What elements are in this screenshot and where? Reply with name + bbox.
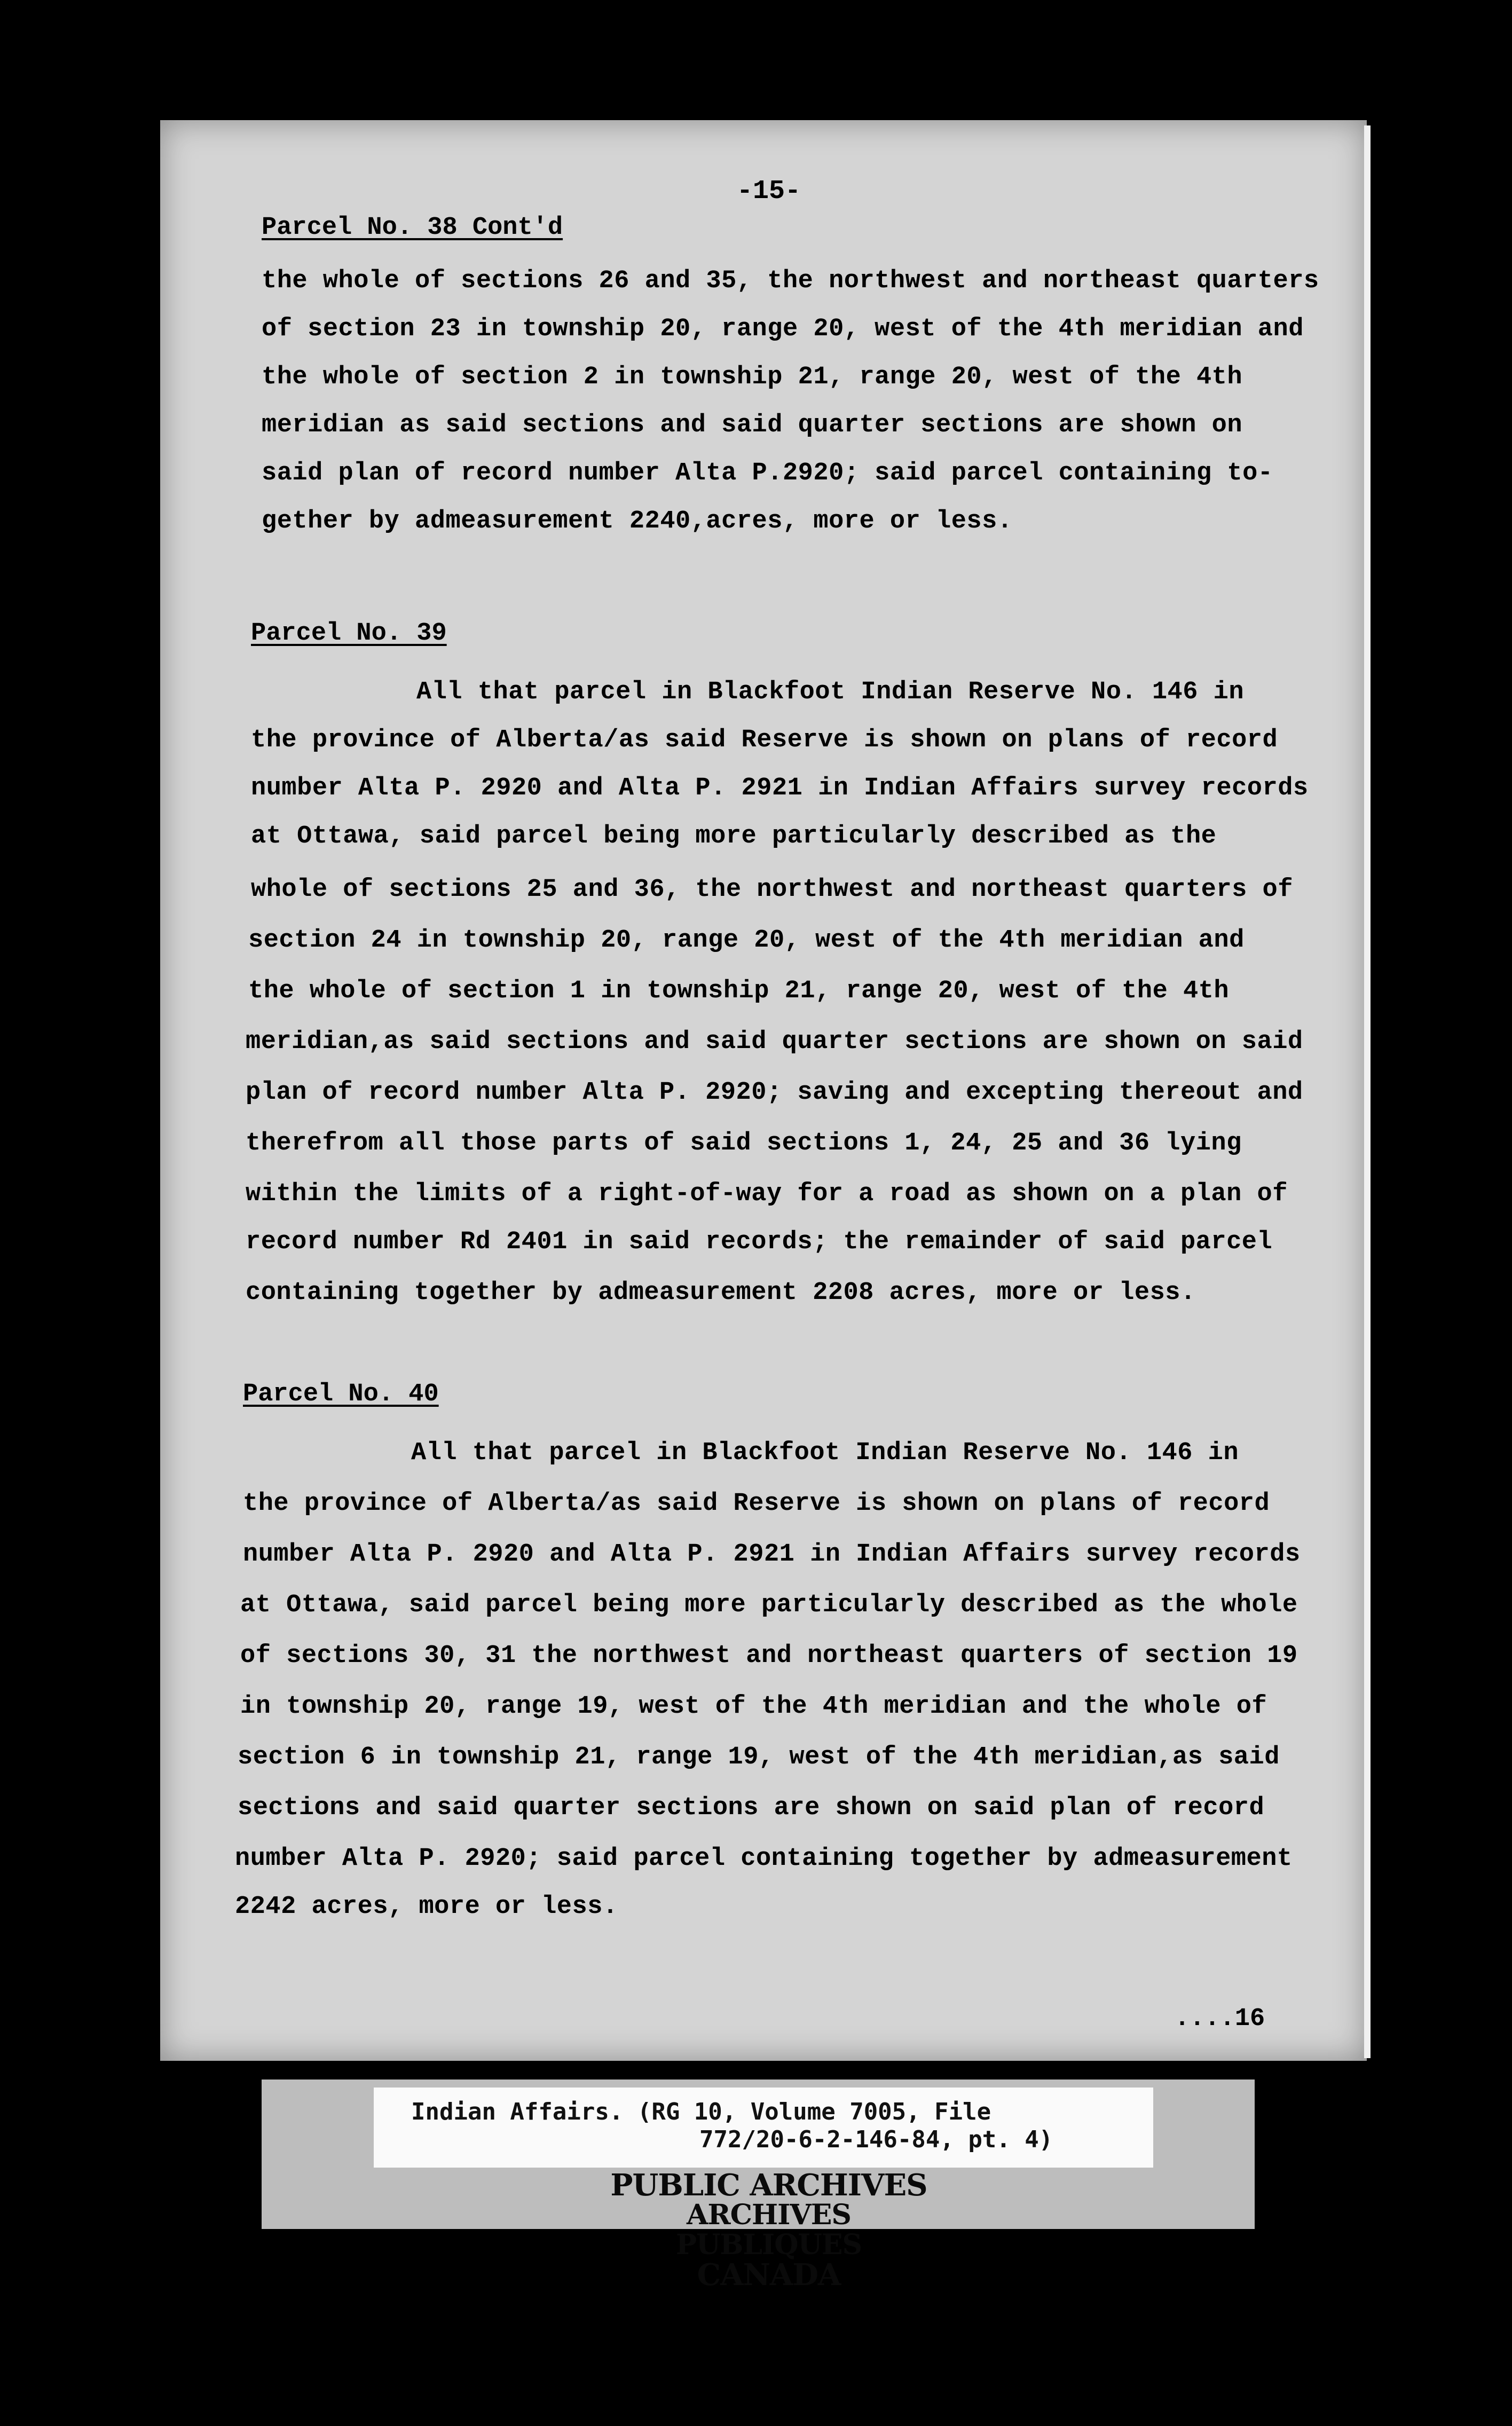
parcel-39-line: number Alta P. 2920 and Alta P. 2921 in Indian Affairs survey records xyxy=(251,774,1309,802)
continuation-marker: ....16 xyxy=(1175,2005,1265,2033)
page-number: -15- xyxy=(737,176,801,207)
parcel-40-line: All that parcel in Blackfoot Indian Reserve No. 146 in xyxy=(411,1439,1239,1467)
parcel-38-heading: Parcel No. 38 Cont'd xyxy=(262,214,563,242)
parcel-39-line: meridian,as said sections and said quarter sections are shown on said xyxy=(246,1028,1303,1056)
parcel-38-line: gether by admeasurement 2240,acres, more or less. xyxy=(262,507,1013,535)
parcel-39-line: record number Rd 2401 in said records; the remainder of said parcel xyxy=(246,1228,1273,1256)
parcel-40-line: section 6 in township 21, range 19, west of the 4th meridian,as said xyxy=(238,1743,1280,1771)
parcel-38-line: the whole of sections 26 and 35, the northwest and northeast quarters xyxy=(262,267,1319,295)
parcel-40-line: 2242 acres, more or less. xyxy=(235,1893,618,1921)
parcel-38-line: said plan of record number Alta P.2920; said parcel containing to- xyxy=(262,459,1273,487)
archive-reference-label xyxy=(374,2088,1153,2168)
parcel-39-line: therefrom all those parts of said sections 1, 24, 25 and 36 lying xyxy=(246,1129,1242,1157)
parcel-40-line: number Alta P. 2920; said parcel containing together by admeasurement xyxy=(235,1845,1293,1873)
parcel-39-line: the whole of section 1 in township 21, range 20, west of the 4th xyxy=(248,977,1230,1005)
parcel-38-line: the whole of section 2 in township 21, range 20, west of the 4th xyxy=(262,363,1243,391)
archive-reference-line-2: 772/20-6-2-146-84, pt. 4) xyxy=(699,2126,1053,2153)
parcel-40-line: in township 20, range 19, west of the 4th meridian and the whole of xyxy=(240,1692,1267,1721)
parcel-39-line: whole of sections 25 and 36, the northwest and northeast quarters of xyxy=(251,876,1293,904)
parcel-39-line: within the limits of a right-of-way for a road as shown on a plan of xyxy=(246,1180,1288,1208)
parcel-39-line: All that parcel in Blackfoot Indian Reserve No. 146 in xyxy=(416,678,1245,706)
parcel-39-heading: Parcel No. 39 xyxy=(251,619,447,648)
parcel-39-line: at Ottawa, said parcel being more particularly described as the xyxy=(251,822,1217,850)
parcel-40-line: of sections 30, 31 the northwest and northeast quarters of section 19 xyxy=(240,1642,1298,1670)
archive-reference-line-1: Indian Affairs. (RG 10, Volume 7005, File xyxy=(411,2098,991,2125)
parcel-39-line: the province of Alberta/as said Reserve is shown on plans of record xyxy=(251,726,1278,754)
public-archives-stamp xyxy=(593,2168,945,2293)
parcel-40-heading: Parcel No. 40 xyxy=(243,1380,439,1408)
stamp-line-2: ARCHIVES PUBLIQUES xyxy=(675,2199,862,2261)
parcel-40-line: the province of Alberta/as said Reserve is shown on plans of record xyxy=(243,1490,1270,1518)
parcel-40-line: number Alta P. 2920 and Alta P. 2921 in Indian Affairs survey records xyxy=(243,1540,1301,1569)
stamp-line-3: CANADA xyxy=(697,2257,841,2293)
parcel-38-line: meridian as said sections and said quarter sections are shown on xyxy=(262,411,1243,439)
parcel-39-line: containing together by admeasurement 2208 acres, more or less. xyxy=(246,1279,1196,1307)
parcel-40-line: sections and said quarter sections are shown on said plan of record xyxy=(238,1794,1265,1822)
parcel-39-line: plan of record number Alta P. 2920; saving and excepting thereout and xyxy=(246,1078,1303,1107)
parcel-40-line: at Ottawa, said parcel being more particularly described as the whole xyxy=(240,1591,1298,1619)
parcel-39-line: section 24 in township 20, range 20, west of the 4th meridian and xyxy=(248,926,1245,955)
stamp-line-1: PUBLIC ARCHIVES xyxy=(610,2168,927,2203)
parcel-38-line: of section 23 in township 20, range 20, west of the 4th meridian and xyxy=(262,315,1304,343)
page-edge xyxy=(1364,125,1371,2058)
